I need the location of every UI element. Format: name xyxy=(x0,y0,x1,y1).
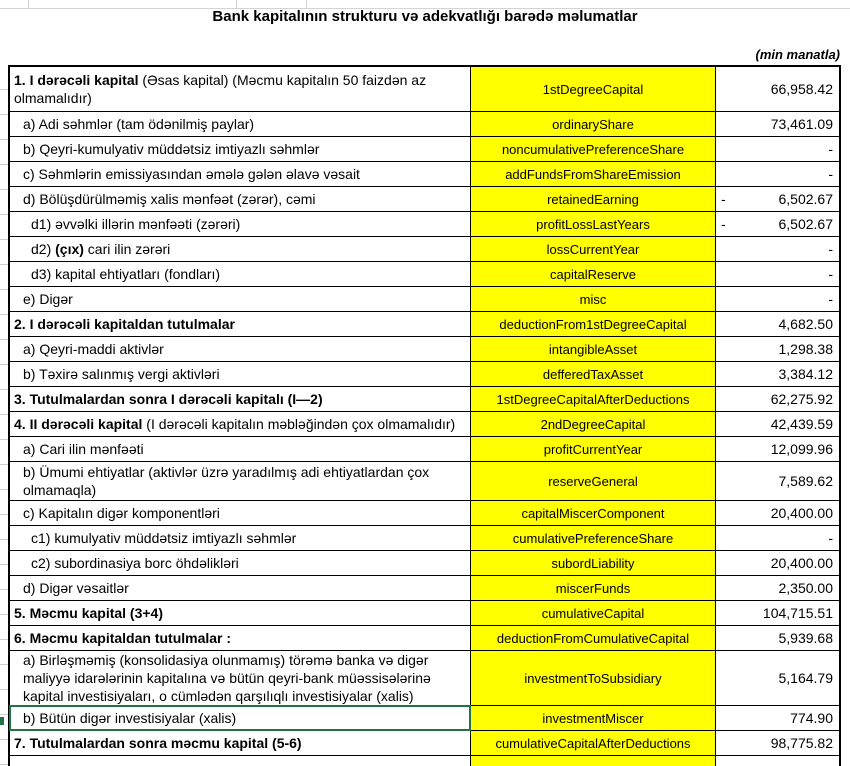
value-text: 20,400.00 xyxy=(770,505,833,521)
row-label-cell[interactable] xyxy=(10,162,470,186)
label-text: a) Adi səhmlər (tam ödənilmiş paylar) xyxy=(23,116,255,132)
row-value-cell[interactable] xyxy=(716,412,839,436)
row-value-cell[interactable] xyxy=(716,526,839,550)
value-text: 4,682.50 xyxy=(778,316,833,332)
row-value-cell[interactable] xyxy=(716,262,839,286)
minus-sign: - xyxy=(721,191,726,207)
row-label-cell[interactable] xyxy=(10,187,470,211)
value-text: 12,099.96 xyxy=(770,441,833,457)
label-text: (Əsas kapital) (Məcmu kapitalın 50 faizdən az olmamalıdır) xyxy=(14,72,427,106)
table-row xyxy=(10,111,839,136)
label-text: b) Ümumi ehtiyatlar (aktivlər üzrə yaradılmış adi ehtiyatlardan çox olmamaqla) xyxy=(23,464,430,498)
row-value-cell[interactable] xyxy=(716,362,839,386)
gridline xyxy=(236,0,237,8)
table-row xyxy=(10,211,839,236)
value-text: - xyxy=(828,291,833,307)
row-label-cell[interactable] xyxy=(10,212,470,236)
value-text: - xyxy=(828,241,833,257)
unit-note: (min manatla) xyxy=(755,47,840,62)
row-value-cell[interactable] xyxy=(716,337,839,361)
row-label-cell[interactable] xyxy=(10,137,470,161)
label-text-bold: 5. Məcmu kapital (3+4) xyxy=(14,605,164,621)
table-row-partial xyxy=(10,755,839,766)
label-text: b) Qeyri-kumulyativ müddətsiz imtiyazlı səhmlər xyxy=(23,141,320,157)
row-code-cell[interactable]: misc xyxy=(470,287,716,311)
label-text-bold: (çıx) xyxy=(55,241,84,257)
gridline xyxy=(28,0,29,8)
label-text: c) Kapitalın digər komponentləri xyxy=(23,505,220,521)
row-label-cell[interactable] xyxy=(10,756,470,766)
row-value-cell[interactable] xyxy=(716,137,839,161)
row-code-cell[interactable]: cumulativeCapital xyxy=(470,601,716,625)
row-code-cell[interactable]: investmentToSubsidiary xyxy=(470,651,716,705)
table-row xyxy=(10,336,839,361)
value-text: 73,461.09 xyxy=(770,116,833,132)
row-code-cell[interactable]: profitCurrentYear xyxy=(470,437,716,461)
row-value-cell[interactable] xyxy=(716,67,839,111)
row-value-cell[interactable] xyxy=(716,462,839,500)
table-row xyxy=(10,600,839,625)
label-text: d1) əvvəlki illərin mənfəəti (zərəri) xyxy=(31,216,241,232)
row-code-cell[interactable]: investmentMiscer xyxy=(470,706,716,730)
label-text: (I dərəcəli kapitalın məbləğindən çox olmamalıdır) xyxy=(142,416,456,432)
row-label-cell[interactable] xyxy=(10,362,470,386)
label-text: d2) xyxy=(31,241,56,257)
value-text: 3,384.12 xyxy=(778,366,833,382)
label-text-bold: 3. Tutulmalardan sonra I dərəcəli kapitalı (I—2) xyxy=(14,391,323,407)
value-text: 6,502.67 xyxy=(778,191,833,207)
value-text: - xyxy=(828,141,833,157)
row-code-cell[interactable]: deductionFromCumulativeCapital xyxy=(470,626,716,650)
row-value-cell[interactable] xyxy=(716,601,839,625)
label-text: a) Qeyri-maddi aktivlər xyxy=(23,341,164,357)
row-label-cell[interactable] xyxy=(10,551,470,575)
value-text: - xyxy=(828,266,833,282)
row-code-cell[interactable]: ordinaryShare xyxy=(470,112,716,136)
label-text-bold: 4. II dərəcəli kapital xyxy=(14,416,143,432)
row-code-cell[interactable]: deductionFrom1stDegreeCapital xyxy=(470,312,716,336)
row-value-cell[interactable] xyxy=(716,626,839,650)
table-row xyxy=(10,67,839,111)
label-text: cari ilin zərəri xyxy=(83,241,171,257)
table-row xyxy=(10,650,839,705)
row-label-cell[interactable] xyxy=(10,526,470,550)
table-row xyxy=(10,386,839,411)
row-label-cell[interactable] xyxy=(10,287,470,311)
row-value-cell[interactable] xyxy=(716,651,839,705)
row-label-cell[interactable] xyxy=(10,337,470,361)
label-text: c1) kumulyativ müddətsiz imtiyazlı səhmlər xyxy=(31,530,297,546)
value-text: 66,958.42 xyxy=(770,81,833,97)
row-code-cell[interactable]: reserveGeneral xyxy=(470,462,716,500)
table-row xyxy=(10,525,839,550)
row-value-cell[interactable] xyxy=(716,112,839,136)
selection-left-tick xyxy=(0,717,4,725)
row-code-cell[interactable]: 1stDegreeCapitalAfterDeductions xyxy=(470,387,716,411)
label-text: d) Bölüşdürülməmiş xalis mənfəət (zərər), cəmi xyxy=(23,191,316,207)
row-code-cell[interactable]: retainedEarning xyxy=(470,187,716,211)
value-text: 1,298.38 xyxy=(778,341,833,357)
row-value-cell[interactable] xyxy=(716,501,839,525)
row-value-cell[interactable] xyxy=(716,187,839,211)
table-row xyxy=(10,730,839,755)
row-value-cell[interactable] xyxy=(716,237,839,261)
row-code-cell[interactable]: addFundsFromShareEmission xyxy=(470,162,716,186)
row-label-cell[interactable] xyxy=(10,112,470,136)
value-text: 5,164.79 xyxy=(778,670,833,686)
table-row xyxy=(10,436,839,461)
value-text: 42,439.59 xyxy=(770,416,833,432)
label-text-bold: 7. Tutulmalardan sonra məcmu kapital (5-6) xyxy=(14,735,302,751)
row-label-cell[interactable] xyxy=(10,601,470,625)
value-text: 774.90 xyxy=(790,710,833,726)
table-row xyxy=(10,411,839,436)
table-row xyxy=(10,575,839,600)
row-code-cell[interactable] xyxy=(470,756,716,766)
value-text: 6,502.67 xyxy=(778,216,833,232)
row-label-cell[interactable] xyxy=(10,501,470,525)
value-text: 104,715.51 xyxy=(762,605,833,621)
label-text-bold: 6. Məcmu kapitaldan tutulmalar : xyxy=(14,630,232,646)
row-code-cell[interactable]: cumulativePreferenceShare xyxy=(470,526,716,550)
row-code-cell[interactable]: intangibleAsset xyxy=(470,337,716,361)
label-text: b) Təxirə salınmış vergi aktivləri xyxy=(23,366,220,382)
row-code-cell[interactable]: defferedTaxAsset xyxy=(470,362,716,386)
row-value-cell[interactable] xyxy=(716,437,839,461)
row-code-cell[interactable]: miscerFunds xyxy=(470,576,716,600)
row-code-cell[interactable]: lossCurrentYear xyxy=(470,237,716,261)
label-text: a) Cari ilin mənfəəti xyxy=(23,441,144,457)
table-row xyxy=(10,705,839,730)
row-code-cell[interactable]: capitalReserve xyxy=(470,262,716,286)
page-title: Bank kapitalının strukturu və adekvatlığı barədə məlumatlar xyxy=(212,8,638,25)
table-row xyxy=(10,361,839,386)
table-row xyxy=(10,236,839,261)
row-label-cell[interactable] xyxy=(10,237,470,261)
row-label-cell[interactable] xyxy=(10,387,470,411)
table-row xyxy=(10,461,839,500)
row-label-cell[interactable] xyxy=(10,262,470,286)
row-label-cell[interactable] xyxy=(10,576,470,600)
row-label-cell[interactable] xyxy=(10,437,470,461)
table-row xyxy=(10,286,839,311)
table-row xyxy=(10,500,839,525)
row-code-cell[interactable]: cumulativeCapitalAfterDeductions xyxy=(470,731,716,755)
label-text: b) Bütün digər investisiyalar (xalis) xyxy=(23,710,237,726)
label-text: a) Birləşməmiş (konsolidasiya olunmamış) törəmə banka və digər maliyyə idarələrinin kapitalına və bütün qeyri-bank müəssisələrinə kapital investisiyaları, o cümlədən qarşılıqlı investisiyalar (xalis) xyxy=(23,652,431,704)
row-code-cell[interactable]: capitalMiscerComponent xyxy=(470,501,716,525)
row-value-cell[interactable] xyxy=(716,576,839,600)
row-value-cell[interactable] xyxy=(716,387,839,411)
table-row xyxy=(10,136,839,161)
row-code-cell[interactable]: 1stDegreeCapital xyxy=(470,67,716,111)
row-label-cell[interactable] xyxy=(10,412,470,436)
row-code-cell[interactable]: 2ndDegreeCapital xyxy=(470,412,716,436)
value-text: 20,400.00 xyxy=(770,555,833,571)
row-value-cell[interactable] xyxy=(716,287,839,311)
table-row xyxy=(10,625,839,650)
table-row xyxy=(10,311,839,336)
row-value-cell[interactable] xyxy=(716,212,839,236)
capital-structure-table xyxy=(8,65,841,766)
value-text: 5,939.68 xyxy=(778,630,833,646)
table-row xyxy=(10,161,839,186)
value-text: 2,350.00 xyxy=(778,580,833,596)
row-label-cell[interactable] xyxy=(10,731,470,755)
table-row xyxy=(10,186,839,211)
label-text-bold: 1. I dərəcəli kapital xyxy=(14,72,139,88)
label-text-bold: 2. I dərəcəli kapitaldan tutulmalar xyxy=(14,316,235,332)
row-label-cell[interactable] xyxy=(10,67,470,111)
table-row xyxy=(10,550,839,575)
value-text: - xyxy=(828,166,833,182)
row-label-cell[interactable] xyxy=(10,651,470,705)
label-text: d) Digər vəsaitlər xyxy=(23,580,129,596)
row-code-cell[interactable]: noncumulativePreferenceShare xyxy=(470,137,716,161)
row-label-cell[interactable] xyxy=(10,462,470,500)
row-value-cell[interactable] xyxy=(716,706,839,730)
row-label-cell[interactable] xyxy=(10,312,470,336)
value-text: 98,775.82 xyxy=(770,735,833,751)
row-value-cell[interactable] xyxy=(716,551,839,575)
label-text: c) Səhmlərin emissiyasından əmələ gələn əlavə vəsait xyxy=(23,166,360,182)
row-label-cell[interactable] xyxy=(10,626,470,650)
value-text: - xyxy=(828,530,833,546)
row-value-cell[interactable] xyxy=(716,731,839,755)
row-value-cell[interactable] xyxy=(716,312,839,336)
minus-sign: - xyxy=(721,216,726,232)
value-text: 62,275.92 xyxy=(770,391,833,407)
row-code-cell[interactable]: profitLossLastYears xyxy=(470,212,716,236)
row-value-cell[interactable] xyxy=(716,162,839,186)
label-text: e) Digər xyxy=(23,291,73,307)
row-code-cell[interactable]: subordLiability xyxy=(470,551,716,575)
selected-cell[interactable] xyxy=(10,706,470,730)
row-value-cell[interactable] xyxy=(716,756,839,766)
label-text: d3) kapital ehtiyatları (fondları) xyxy=(31,266,221,282)
gridline xyxy=(306,0,307,8)
left-margin-gridlines xyxy=(0,65,8,765)
table-row xyxy=(10,261,839,286)
value-text: 7,589.62 xyxy=(778,473,833,489)
label-text: c2) subordinasiya borc öhdəlikləri xyxy=(31,555,239,571)
